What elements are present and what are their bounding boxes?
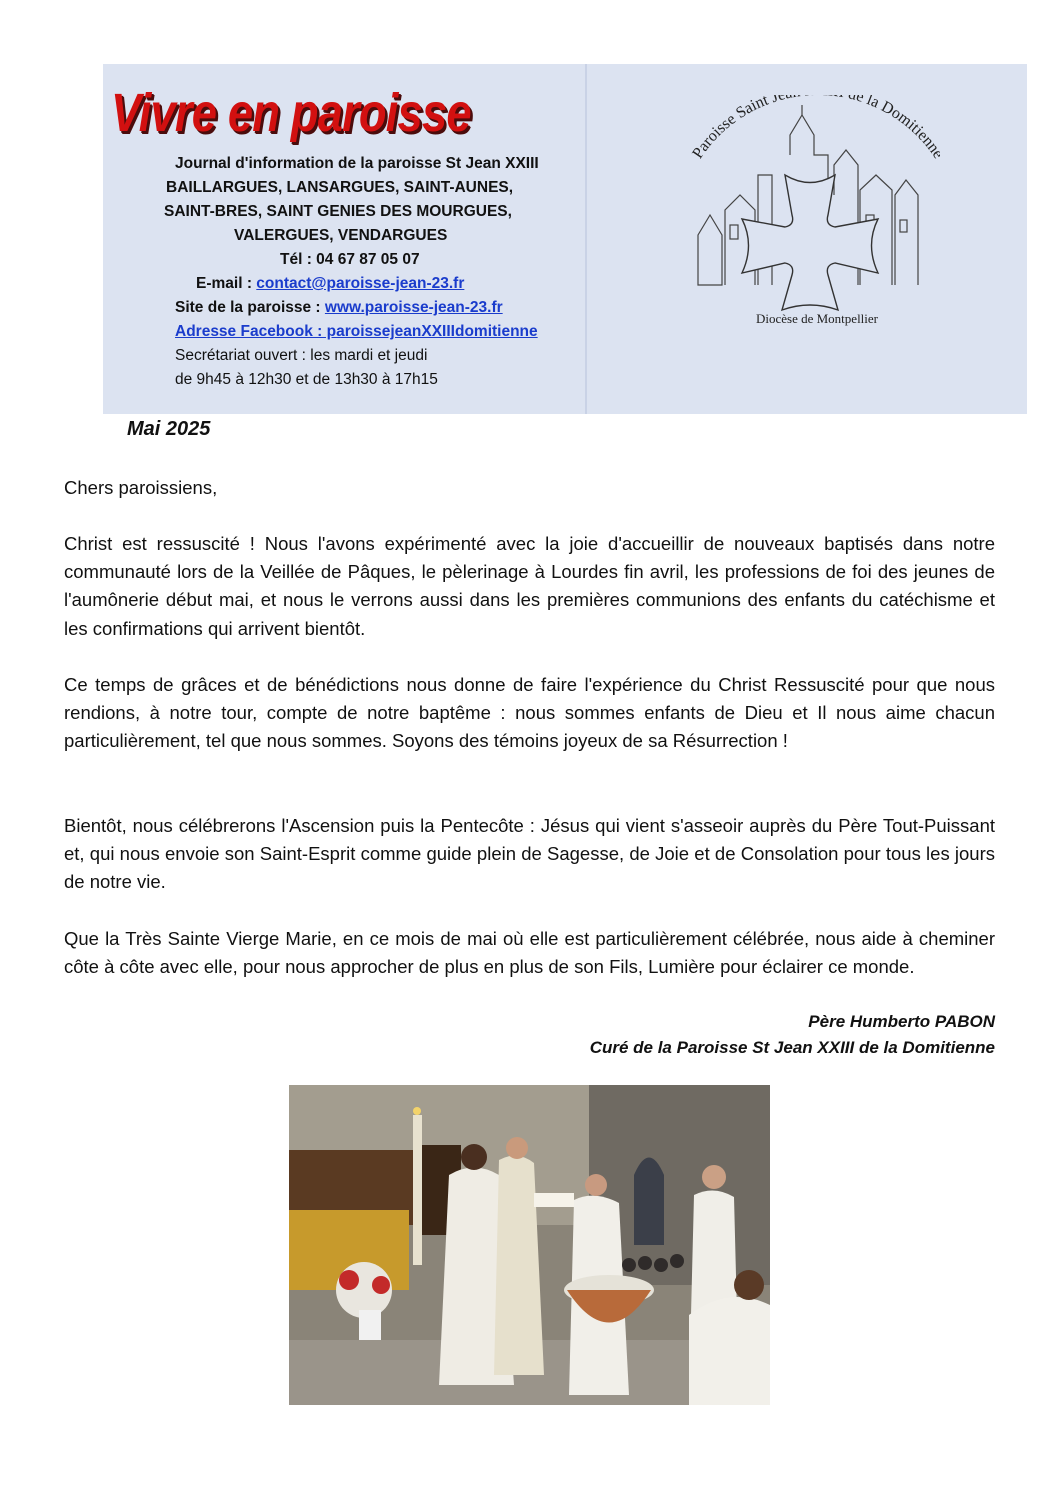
letter-paragraph-3: [64, 812, 995, 897]
email-link[interactable]: contact@paroisse-jean-23.fr: [256, 275, 465, 292]
diocese-label: Diocèse de Montpellier: [755, 311, 879, 326]
hours-line-2: de 9h45 à 12h30 et de 13h30 à 17h15: [175, 371, 438, 388]
newsletter-title: Vivre en paroisse: [111, 83, 471, 143]
letter-paragraph-1: [64, 530, 995, 643]
signature-name: Père Humberto PABON: [808, 1012, 995, 1031]
paragraph-3-text: Bientôt, nous célébrerons l'Ascension puis la Pentecôte : Jésus qui vient s'asseoir auprès du Père Tout-Puissant et, qui nous envoie son Saint-Esprit comme guide plein de Sagesse, de Joie et de Consolation pour tous les jours de notre vie.: [64, 815, 995, 893]
paragraph-2-text: Ce temps de grâces et de bénédictions nous donne de faire l'expérience du Christ Ressuscité pour que nous rendions, à notre tour, compte de notre baptême : nous sommes enfants de Dieu et Il nous aime chacun particulièrement, tel que nous sommes. Soyons des témoins joyeux de sa Résurrection !: [64, 674, 995, 752]
subtitle: Journal d'information de la paroisse St Jean XXIII: [175, 155, 539, 172]
facebook-link-text[interactable]: Adresse Facebook : paroissejeanXXIIIdomitienne: [175, 323, 538, 340]
phone-number: Tél : 04 67 87 05 07: [280, 251, 420, 268]
church-scene-image: [289, 1085, 770, 1405]
email-label: E-mail :: [196, 275, 257, 292]
letter-paragraph-4: [64, 925, 995, 981]
paragraph-4-text: Que la Très Sainte Vierge Marie, en ce mois de mai où elle est particulièrement célébrée, nous aide à cheminer côte à côte avec elle, pour nous approcher de plus en plus de son Fils, Lumière pour éclairer ce monde.: [64, 928, 995, 978]
site-line: [175, 296, 503, 320]
towns-line-2: SAINT-BRES, SAINT GENIES DES MOURGUES,: [164, 203, 512, 220]
baptism-photo: [289, 1085, 770, 1405]
signature-title: Curé de la Paroisse St Jean XXIII de la Domitienne: [589, 1038, 995, 1057]
parish-logo-icon: [580, 95, 940, 335]
hours-line-1: Secrétariat ouvert : les mardi et jeudi: [175, 347, 428, 364]
parish-logo: [580, 95, 940, 335]
logo-arc-text: Paroisse Saint Je e la Domitien: [689, 95, 938, 162]
letter-paragraph-2: [64, 671, 995, 756]
letter-greeting: Chers paroissiens,: [64, 477, 218, 498]
issue-date: Mai 2025: [127, 418, 211, 440]
paragraph-1-text: Christ est ressuscité ! Nous l'avons expérimenté avec la joie d'accueillir de nouveaux baptisés dans notre communauté lors de la Veillée de Pâques, le pèlerinage à Lourdes fin avril, les professions de foi des jeunes de l'aumônerie début mai, et nous le verrons aussi dans les premières communions des enfants du catéchisme et les confirmations qui arrivent bientôt.: [64, 533, 995, 639]
facebook-link[interactable]: [175, 320, 538, 344]
site-label: Site de la paroisse :: [175, 299, 325, 316]
email-line: [196, 272, 464, 296]
site-link[interactable]: www.paroisse-jean-23.fr: [324, 299, 503, 316]
towns-line-1: BAILLARGUES, LANSARGUES, SAINT-AUNES,: [166, 179, 514, 196]
towns-line-3: VALERGUES, VENDARGUES: [234, 227, 448, 244]
